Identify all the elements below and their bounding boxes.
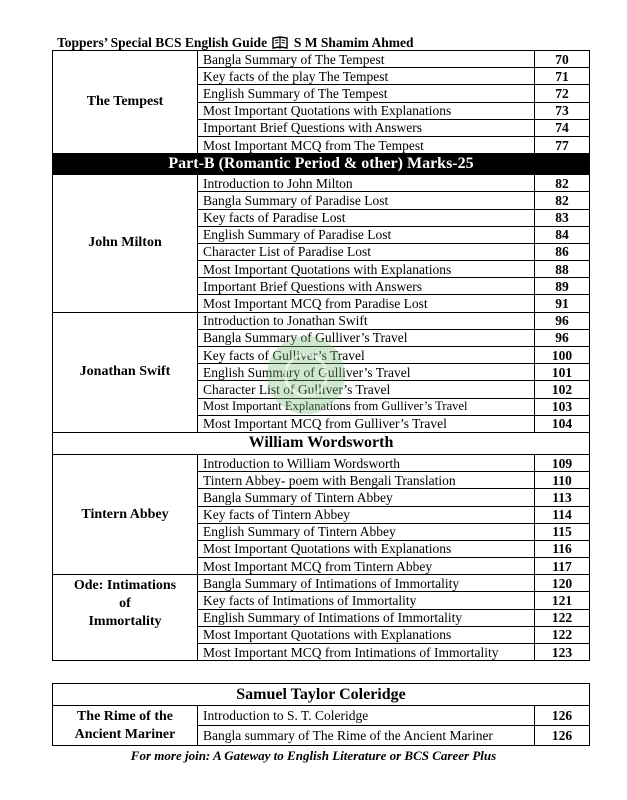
entry-title: English Summary of Intimations of Immortality [198,609,535,626]
entry-page: 115 [535,523,590,540]
section-william-wordsworth: William Wordsworth [53,432,590,454]
entry-page: 122 [535,626,590,643]
topic-line: Immortality [88,614,162,630]
entry-title: Bangla Summary of Tintern Abbey [198,489,535,506]
entry-page: 122 [535,609,590,626]
entry-title: Key facts of Gulliver’s Travel [198,347,535,364]
section-row [53,684,590,706]
topic-line: The Rime of the [76,708,174,724]
entry-title: Key facts of Intimations of Immortality [198,592,535,609]
entry-page: 113 [535,489,590,506]
entry-title: Most Important MCQ from Gulliver’s Travel [198,415,535,432]
entry-title: Bangla summary of The Rime of the Ancient Mariner [198,726,535,746]
entry-page: 82 [535,175,590,192]
entry-title: Important Brief Questions with Answers [198,119,535,136]
guide-title: Toppers’ Special BCS English Guide [57,35,268,50]
entry-page: 86 [535,243,590,260]
entry-page: 114 [535,506,590,523]
entry-title: Most Important Quotations with Explanations [198,261,535,278]
entry-page: 121 [535,592,590,609]
entry-page: 117 [535,558,590,575]
topic-tintern-abbey: Tintern Abbey [53,454,198,574]
entry-page: 89 [535,278,590,295]
section-part-b: Part-B (Romantic Period & other) Marks-25 [53,154,590,175]
entry-page: 96 [535,312,590,329]
entry-title: Tintern Abbey- poem with Bengali Translation [198,472,535,489]
entry-page: 84 [535,226,590,243]
entry-page: 88 [535,261,590,278]
entry-title: English Summary of The Tempest [198,85,535,102]
entry-page: 116 [535,540,590,557]
entry-page: 82 [535,192,590,209]
entry-page: 96 [535,329,590,346]
table-row [53,575,590,592]
footer-note: For more join: A Gateway to English Literature or BCS Career Plus [130,748,497,763]
entry-page: 100 [535,347,590,364]
table-row [53,51,590,68]
entry-title: English Summary of Gulliver’s Travel [198,364,535,381]
entry-title: Introduction to John Milton [198,175,535,192]
section-samuel-taylor-coleridge: Samuel Taylor Coleridge [53,684,590,706]
entry-title: English Summary of Paradise Lost [198,226,535,243]
entry-page: 102 [535,381,590,398]
entry-title: Most Important MCQ from The Tempest [198,136,535,153]
entry-page: 73 [535,102,590,119]
entry-page: 123 [535,644,590,661]
entry-title: Bangla Summary of Intimations of Immortality [198,575,535,592]
entry-title: Most Important MCQ from Intimations of Immortality [198,644,535,661]
section-row [53,432,590,454]
entry-title: Character List of Gulliver’s Travel [198,381,535,398]
entry-title: Key facts of the play The Tempest [198,68,535,85]
entry-page: 71 [535,68,590,85]
entry-title: Key facts of Paradise Lost [198,209,535,226]
entry-title: English Summary of Tintern Abbey [198,523,535,540]
table-row [53,175,590,192]
entry-page: 109 [535,454,590,471]
topic-rime-ancient-mariner [53,706,198,746]
entry-page: 91 [535,295,590,312]
author-name: S M Shamim Ahmed [293,35,414,50]
contents-table [52,50,590,661]
entry-title: Bangla Summary of Gulliver’s Travel [198,329,535,346]
entry-title: Introduction to Jonathan Swift [198,312,535,329]
entry-page: 126 [535,726,590,746]
topic-jonathan-swift: Jonathan Swift [53,312,198,432]
entry-page: 70 [535,51,590,68]
entry-page: 104 [535,415,590,432]
entry-title: Most Important Quotations with Explanations [198,540,535,557]
section-row [53,154,590,175]
entry-title: Bangla Summary of Paradise Lost [198,192,535,209]
topic-ode-intimations [53,575,198,661]
entry-page: 72 [535,85,590,102]
coleridge-table [52,683,590,746]
entry-title: Most Important MCQ from Tintern Abbey [198,558,535,575]
topic-line: Ode: Intimations [73,578,177,594]
entry-page: 120 [535,575,590,592]
table-row [53,312,590,329]
entry-title: Most Important Quotations with Explanations [198,102,535,119]
entry-title: Most Important Quotations with Explanations [198,626,535,643]
topic-line: Ancient Mariner [74,726,176,742]
entry-page: 101 [535,364,590,381]
entry-title: Character List of Paradise Lost [198,243,535,260]
entry-page: 103 [535,398,590,415]
entry-title: Most Important MCQ from Paradise Lost [198,295,535,312]
entry-page: 77 [535,136,590,153]
entry-title: Most Important Explanations from Gulliver’s Travel [198,398,535,415]
entry-title: Key facts of Tintern Abbey [198,506,535,523]
topic-line: of [119,596,131,612]
entry-page: 74 [535,119,590,136]
entry-title: Bangla Summary of The Tempest [198,51,535,68]
entry-page: 110 [535,472,590,489]
table-row [53,706,590,726]
entry-title: Introduction to William Wordsworth [198,454,535,471]
topic-john-milton: John Milton [53,175,198,313]
table-row [53,454,590,471]
entry-page: 126 [535,706,590,726]
entry-page: 83 [535,209,590,226]
topic-the-tempest: The Tempest [53,51,198,154]
entry-title: Important Brief Questions with Answers [198,278,535,295]
entry-title: Introduction to S. T. Coleridge [198,706,535,726]
